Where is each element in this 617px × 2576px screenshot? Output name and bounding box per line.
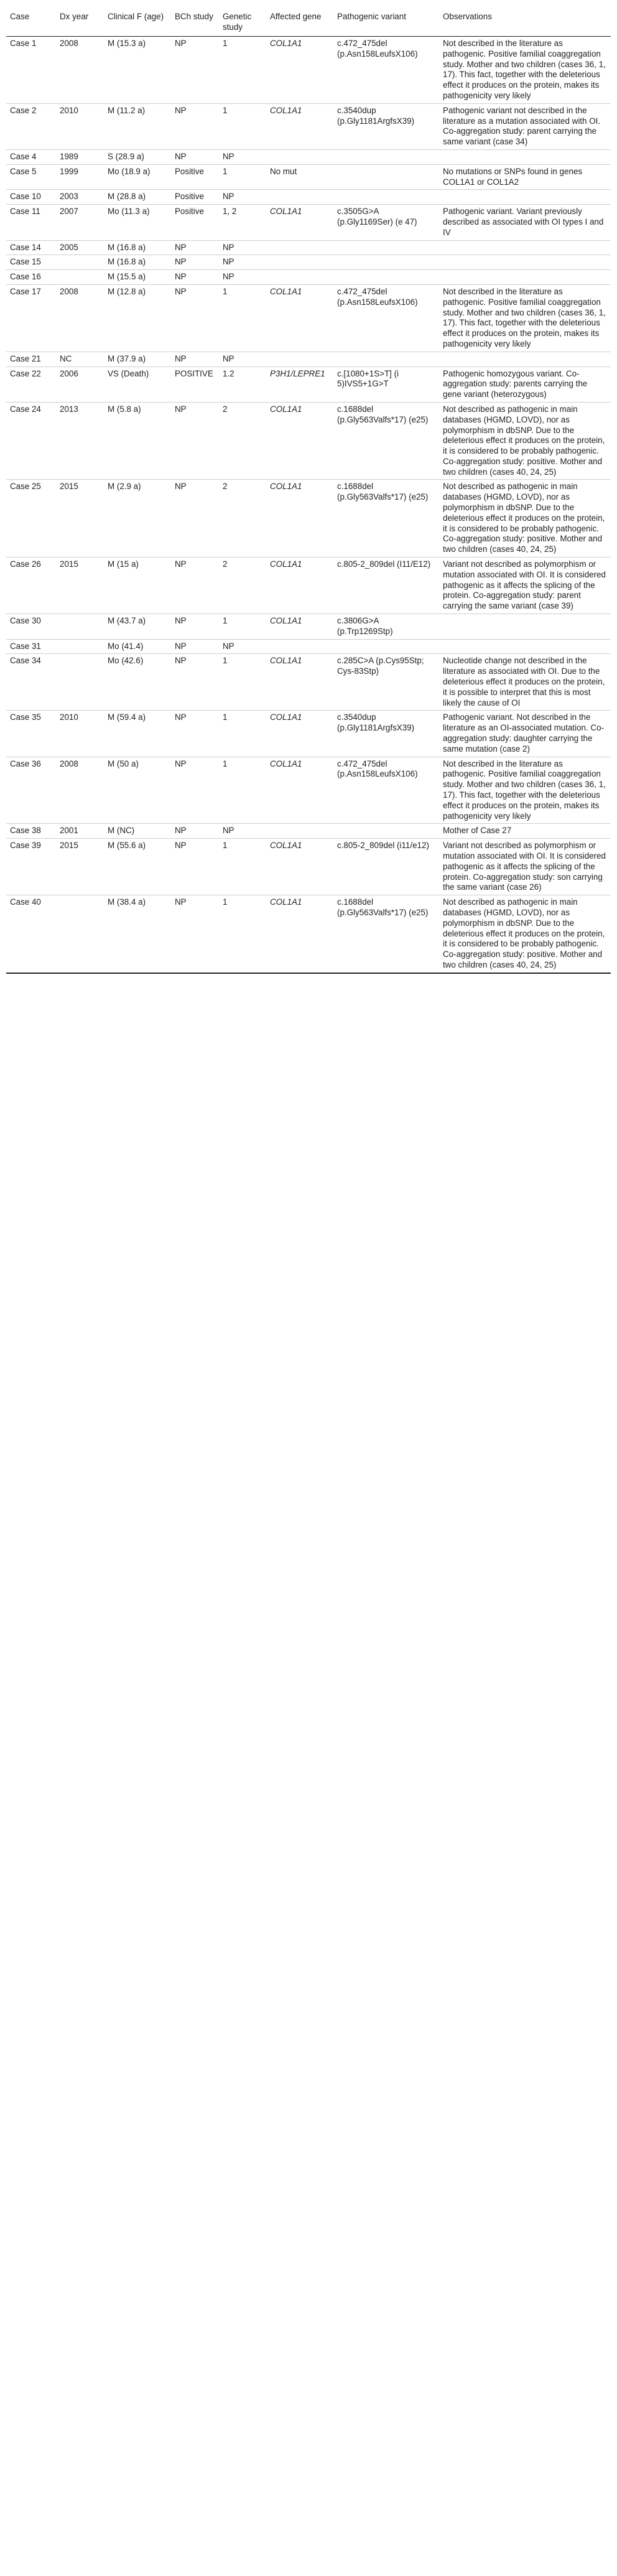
cell-clinical: M (15 a) [108,559,139,569]
table-row [6,149,611,164]
cell-clinical: Mo (41.4) [108,641,144,651]
cell-pathogenic-variant [333,190,439,205]
header-pathogenic-variant: Pathogenic variant [333,7,439,37]
cell-pathogenic-variant: c.3540dup (p.Gly1181ArgfsX39) [337,105,415,126]
cell-pathogenic-variant: c.3505G>A (p.Gly1169Ser) (e 47) [337,207,417,226]
cell-pathogenic-variant: c.285C>A (p.Cys95Stp; Cys-83Stp) [337,656,424,676]
cell-bch-study: NP [175,257,187,267]
cell-clinical: M (11.2 a) [108,105,146,115]
cell-dx-year: 2008 [60,286,78,296]
cell-observations: No mutations or SNPs found in genes COL1A1 or COL1A2 [443,166,583,187]
cell-observations: Pathogenic homozygous variant. Co-aggregation study: parents carrying the gene variant (heterozygous) [443,368,588,399]
cell-dx-year: 2010 [60,105,78,115]
cell-observations: Not described in the literature as pathogenic. Positive familial coaggregation study. Mother and two children (cases 36, 1, 17). This fact, together with the deleterious effect it produces on the protein, makes its pathogenicity very likely [443,286,606,348]
cell-case: Case 14 [10,242,41,252]
cell-pathogenic-variant: c.1688del (p.Gly563Valfs*17) (e25) [337,482,429,502]
cell-genetic-study: 2 [223,404,228,414]
cell-bch-study: NP [175,758,187,768]
cell-clinical: M (12.8 a) [108,286,146,296]
table-row [6,205,611,240]
cell-pathogenic-variant: c.[1080+1S>T] (i 5)IVS5+1G>T [337,368,399,389]
cell-bch-study: NP [175,616,187,626]
cell-dx-year [56,255,104,270]
cell-affected-gene [266,190,333,205]
table-row [6,757,611,824]
cell-observations: Pathogenic variant. Variant previously described as associated with OI types I and IV [443,207,604,237]
cell-case: Case 36 [10,758,41,768]
cell-case: Case 16 [10,272,41,282]
cell-clinical: M (16.8 a) [108,257,146,267]
cell-genetic-study: 1 [223,841,228,851]
cell-observations [439,240,611,255]
cell-pathogenic-variant [333,824,439,839]
header-case: Case [6,7,56,37]
cell-genetic-study: NP [223,151,234,161]
table-row [6,402,611,480]
cell-bch-study: NP [175,151,187,161]
cell-affected-gene: P3H1/LEPRE1 [270,368,325,378]
cell-pathogenic-variant: c.472_475del (p.Asn158LeufsX106) [337,39,418,58]
cell-affected-gene: COL1A1 [270,712,302,722]
genetics-table [6,7,611,974]
cell-affected-gene [266,270,333,285]
cell-case: Case 5 [10,166,37,176]
cell-case: Case 34 [10,656,41,666]
cell-bch-study: NP [175,656,187,666]
header-observations: Observations [439,7,611,37]
cell-affected-gene [266,824,333,839]
table-row [6,190,611,205]
cell-genetic-study: 1.2 [223,368,234,378]
cell-pathogenic-variant [333,255,439,270]
cell-affected-gene [266,639,333,654]
cell-observations: Not described as pathogenic in main databases (HGMD, LOVD), nor as polymorphism in dbSNP. Due to the deleterious effect it produces on the protein, it is considered to be probably pathogenic. Co-aggregation study: positive. Mother and two children (cases 40, 24, 25) [443,897,605,969]
cell-bch-study: NP [175,242,187,252]
cell-affected-gene: COL1A1 [270,404,302,414]
cell-case: Case 38 [10,826,41,836]
table-body [6,37,611,973]
document [6,7,611,974]
table-row [6,37,611,104]
cell-observations: Variant not described as polymorphism or mutation associated with OI. It is considered pathogenic as it affects the splicing of the protein. Co-aggregation study: son carrying the same variant (case 26) [443,841,606,892]
cell-observations [439,149,611,164]
cell-dx-year: 2008 [60,39,78,48]
cell-affected-gene: COL1A1 [270,105,302,115]
cell-pathogenic-variant [333,149,439,164]
table-row [6,895,611,973]
header-affected-gene: Affected gene [266,7,333,37]
cell-clinical: M (15.5 a) [108,272,146,282]
table-row [6,270,611,285]
cell-case: Case 21 [10,353,41,363]
cell-pathogenic-variant: c.472_475del (p.Asn158LeufsX106) [337,758,418,779]
cell-affected-gene: COL1A1 [270,841,302,851]
cell-observations [439,255,611,270]
cell-genetic-study: 1 [223,712,228,722]
table-row [6,366,611,402]
cell-clinical: M (NC) [108,826,135,836]
table-row [6,164,611,190]
cell-observations: Not described in the literature as pathogenic. Positive familial coaggregation study. Mother and two children (cases 36, 1, 17). This fact, together with the deleterious effect it produces on the protein, makes its pathogenicity very likely [443,758,606,821]
cell-genetic-study: NP [223,353,234,363]
cell-bch-study: NP [175,641,187,651]
cell-case: Case 10 [10,192,41,202]
cell-genetic-study: NP [223,641,234,651]
cell-clinical: M (55.6 a) [108,841,146,851]
cell-bch-study: NP [175,404,187,414]
cell-dx-year: 1989 [60,151,78,161]
cell-observations [439,190,611,205]
cell-observations [439,352,611,366]
cell-case: Case 25 [10,482,41,492]
cell-clinical: S (28.9 a) [108,151,144,161]
cell-dx-year [56,614,104,640]
cell-affected-gene: COL1A1 [270,656,302,666]
cell-clinical: M (59.4 a) [108,712,146,722]
cell-clinical: M (5.8 a) [108,404,141,414]
cell-affected-gene: COL1A1 [270,616,302,626]
header-row [6,7,611,37]
cell-observations: Pathogenic variant. Not described in the literature as an OI-associated mutation. Co-aggregation study: daughter carrying the same mutation (case 2) [443,712,605,754]
cell-dx-year: 2013 [60,404,78,414]
cell-dx-year: 2015 [60,841,78,851]
header-genetic-study: Genetic study [219,7,266,37]
cell-case: Case 17 [10,286,41,296]
cell-dx-year: NC [60,353,72,363]
cell-pathogenic-variant: c.1688del (p.Gly563Valfs*17) (e25) [337,404,429,424]
cell-clinical: M (2.9 a) [108,482,141,492]
cell-pathogenic-variant: c.472_475del (p.Asn158LeufsX106) [337,286,418,307]
cell-observations: Mother of Case 27 [443,826,512,836]
cell-genetic-study: NP [223,242,234,252]
cell-case: Case 30 [10,616,41,626]
table-header [6,7,611,37]
cell-genetic-study: 1 [223,286,228,296]
cell-affected-gene: COL1A1 [270,482,302,492]
cell-dx-year [56,895,104,973]
cell-dx-year: 2003 [60,192,78,202]
table-row [6,654,611,711]
cell-genetic-study: 1 [223,758,228,768]
cell-pathogenic-variant [333,240,439,255]
cell-dx-year: 2007 [60,207,78,217]
cell-affected-gene [266,255,333,270]
cell-case: Case 22 [10,368,41,378]
table-row [6,255,611,270]
cell-genetic-study: 1, 2 [223,207,237,217]
table-row [6,639,611,654]
cell-affected-gene: No mut [270,166,297,176]
header-clinical: Clinical F (age) [104,7,171,37]
cell-dx-year [56,270,104,285]
cell-observations [439,639,611,654]
cell-case: Case 26 [10,559,41,569]
cell-bch-study: NP [175,559,187,569]
table-row [6,352,611,366]
cell-dx-year [56,654,104,711]
cell-dx-year: 2005 [60,242,78,252]
cell-clinical: Mo (11.3 a) [108,207,150,217]
cell-dx-year: 2006 [60,368,78,378]
cell-genetic-study: NP [223,272,234,282]
cell-affected-gene [266,352,333,366]
header-bch-study: BCh study [171,7,219,37]
cell-dx-year [56,639,104,654]
cell-bch-study: NP [175,482,187,492]
cell-case: Case 4 [10,151,37,161]
cell-case: Case 1 [10,39,37,48]
table-row [6,614,611,640]
cell-pathogenic-variant [333,639,439,654]
cell-clinical: M (43.7 a) [108,616,146,626]
cell-clinical: M (16.8 a) [108,242,146,252]
cell-genetic-study: 1 [223,616,228,626]
table-row [6,103,611,149]
cell-dx-year: 2001 [60,826,78,836]
cell-clinical: M (28.8 a) [108,192,146,202]
cell-genetic-study: 2 [223,559,228,569]
table-row [6,824,611,839]
cell-bch-study: NP [175,105,187,115]
cell-case: Case 11 [10,207,40,217]
cell-clinical: M (15.3 a) [108,39,146,48]
cell-genetic-study: 1 [223,656,228,666]
table-row [6,558,611,614]
table-row [6,284,611,352]
table-row [6,711,611,757]
cell-clinical: Mo (42.6) [108,656,144,666]
cell-clinical: M (37.9 a) [108,353,146,363]
cell-clinical: Mo (18.9 a) [108,166,151,176]
cell-case: Case 31 [10,641,41,651]
cell-affected-gene: COL1A1 [270,559,302,569]
header-dx-year: Dx year [56,7,104,37]
cell-observations: Nucleotide change not described in the literature as associated with OI. Due to the deleterious effect it produces on the protein, it is possible to interpret that this is most likely the cause of OI [443,656,605,707]
cell-case: Case 35 [10,712,41,722]
cell-bch-study: NP [175,286,187,296]
cell-genetic-study: NP [223,192,234,202]
cell-genetic-study: 2 [223,482,228,492]
cell-case: Case 39 [10,841,41,851]
cell-pathogenic-variant: c.3806G>A (p.Trp1269Stp) [337,616,393,636]
cell-case: Case 24 [10,404,41,414]
cell-bch-study: NP [175,826,187,836]
cell-bch-study: NP [175,712,187,722]
cell-affected-gene: COL1A1 [270,758,302,768]
cell-case: Case 40 [10,897,41,907]
cell-dx-year: 2010 [60,712,78,722]
cell-observations [439,614,611,640]
cell-bch-study: NP [175,897,187,907]
cell-genetic-study: 1 [223,105,228,115]
cell-dx-year: 2008 [60,758,78,768]
cell-pathogenic-variant: c.805-2_809del (I11/E12) [337,559,431,569]
cell-case: Case 2 [10,105,37,115]
cell-bch-study: Positive [175,192,204,202]
cell-bch-study: NP [175,272,187,282]
cell-clinical: M (38.4 a) [108,897,146,907]
cell-affected-gene: COL1A1 [270,39,302,48]
cell-pathogenic-variant [333,352,439,366]
cell-clinical: VS (Death) [108,368,149,378]
cell-pathogenic-variant: c.3540dup (p.Gly1181ArgfsX39) [337,712,415,733]
cell-bch-study: POSITIVE [175,368,213,378]
cell-bch-study: Positive [175,166,204,176]
cell-pathogenic-variant: c.805-2_809del (i11/e12) [337,841,429,851]
cell-affected-gene: COL1A1 [270,897,302,907]
cell-observations: Pathogenic variant not described in the literature as a mutation associated with OI. Co-aggregation study: parent carrying the same variant (case 34) [443,105,601,147]
cell-pathogenic-variant [333,270,439,285]
cell-genetic-study: 1 [223,39,228,48]
cell-case: Case 15 [10,257,41,267]
cell-bch-study: NP [175,39,187,48]
cell-affected-gene [266,149,333,164]
cell-affected-gene: COL1A1 [270,207,302,217]
cell-bch-study: Positive [175,207,204,217]
table-row [6,240,611,255]
cell-observations [439,270,611,285]
cell-dx-year: 2015 [60,559,78,569]
table-row [6,839,611,895]
cell-observations: Variant not described as polymorphism or mutation associated with OI. It is considered pathogenic as it affects the splicing of the protein. Co-aggregation study: parent carrying the same variant (case 39) [443,559,606,611]
cell-pathogenic-variant [333,164,439,190]
cell-dx-year: 2015 [60,482,78,492]
cell-observations: Not described as pathogenic in main databases (HGMD, LOVD), nor as polymorphism in dbSNP. Due to the deleterious effect it produces on the protein, it is considered to be probably pathogenic. Co-aggregation study: positive. Mother and two children (cases 40, 24, 25) [443,482,605,554]
cell-genetic-study: NP [223,257,234,267]
cell-clinical: M (50 a) [108,758,139,768]
cell-genetic-study: 1 [223,897,228,907]
cell-observations: Not described in the literature as pathogenic. Positive familial coaggregation study. Mother and two children (cases 36, 1, 17). This fact, together with the deleterious effect it produces on the protein, makes its pathogenicity very likely [443,39,606,100]
cell-affected-gene [266,240,333,255]
table-row [6,480,611,558]
cell-pathogenic-variant: c.1688del (p.Gly563Valfs*17) (e25) [337,897,429,917]
cell-genetic-study: 1 [223,166,228,176]
cell-bch-study: NP [175,353,187,363]
cell-genetic-study: NP [223,826,234,836]
cell-affected-gene: COL1A1 [270,286,302,296]
cell-bch-study: NP [175,841,187,851]
cell-dx-year: 1999 [60,166,78,176]
cell-observations: Not described as pathogenic in main databases (HGMD, LOVD), nor as polymorphism in dbSNP. Due to the deleterious effect it produces on the protein, it is considered to be probably pathogenic. Co-aggregation study: positive. Mother and two children (cases 40, 24, 25) [443,404,605,477]
